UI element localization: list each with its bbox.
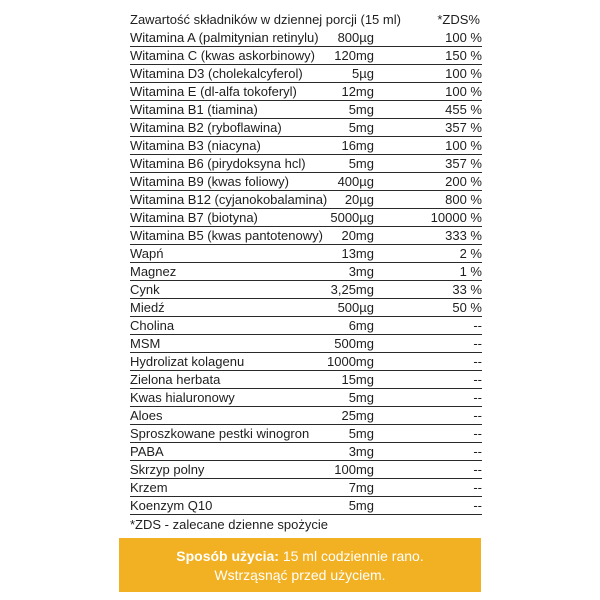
row-amount: 5mg <box>348 498 374 513</box>
row-name: Cynk <box>130 282 160 297</box>
table-row <box>130 29 482 47</box>
header-title: Zawartość składników w dziennej porcji (15 ml) <box>130 12 401 27</box>
row-name: Aloes <box>130 408 163 423</box>
row-amount: 5000µg <box>330 210 374 225</box>
row-name: Witamina E (dl-alfa tokoferyl) <box>130 84 297 99</box>
row-pct: -- <box>473 372 482 387</box>
row-pct: -- <box>473 498 482 513</box>
table-row <box>130 263 482 281</box>
row-pct: 100 % <box>445 66 482 81</box>
row-name: Witamina B12 (cyjanokobalamina) <box>130 192 328 207</box>
footnote: *ZDS - zalecane dzienne spożycie <box>130 517 328 532</box>
row-amount: 3,25mg <box>330 282 374 297</box>
table-row <box>130 65 482 83</box>
row-name: Witamina C (kwas askorbinowy) <box>130 48 315 63</box>
table-row <box>130 281 482 299</box>
row-pct: 357 % <box>445 156 482 171</box>
row-pct: -- <box>473 462 482 477</box>
row-name: Krzem <box>130 480 168 495</box>
table-row <box>130 155 482 173</box>
row-name: Koenzym Q10 <box>130 498 213 513</box>
table-row <box>130 47 482 65</box>
row-pct: 455 % <box>445 102 482 117</box>
row-name: Witamina B3 (niacyna) <box>130 138 261 153</box>
row-name: PABA <box>130 444 164 459</box>
row-pct: 33 % <box>452 282 482 297</box>
row-name: Witamina A (palmitynian retinylu) <box>130 30 319 45</box>
row-amount: 3mg <box>348 264 374 279</box>
row-name: Skrzyp polny <box>130 462 205 477</box>
row-pct: 100 % <box>445 30 482 45</box>
header-pct: *ZDS% <box>437 12 480 27</box>
row-amount: 400µg <box>337 174 374 189</box>
row-pct: -- <box>473 444 482 459</box>
row-pct: -- <box>473 426 482 441</box>
row-amount: 6mg <box>348 318 374 333</box>
usage-line-2: Wstrząsnąć przed użyciem. <box>214 567 386 583</box>
usage-line-1 <box>119 547 481 565</box>
row-amount: 120mg <box>334 48 374 63</box>
usage-banner <box>119 538 481 592</box>
table-rows <box>130 29 482 515</box>
table-row <box>130 137 482 155</box>
row-pct: 50 % <box>452 300 482 315</box>
row-pct: -- <box>473 336 482 351</box>
table-header <box>130 12 482 29</box>
row-name: Witamina B1 (tiamina) <box>130 102 258 117</box>
table-row <box>130 335 482 353</box>
row-pct: 800 % <box>445 192 482 207</box>
table-row <box>130 83 482 101</box>
nutrition-table <box>130 12 482 515</box>
row-amount: 20mg <box>341 228 374 243</box>
row-amount: 15mg <box>341 372 374 387</box>
table-row <box>130 299 482 317</box>
table-row <box>130 191 482 209</box>
usage-text-1: 15 ml codziennie rano. <box>278 548 424 564</box>
table-row <box>130 227 482 245</box>
row-amount: 20µg <box>344 192 374 207</box>
table-row <box>130 461 482 479</box>
table-row <box>130 119 482 137</box>
row-amount: 7mg <box>348 480 374 495</box>
row-amount: 500mg <box>334 336 374 351</box>
row-name: MSM <box>130 336 161 351</box>
row-pct: -- <box>473 354 482 369</box>
row-pct: -- <box>473 480 482 495</box>
table-row <box>130 317 482 335</box>
table-row <box>130 209 482 227</box>
row-pct: -- <box>473 408 482 423</box>
table-row <box>130 443 482 461</box>
row-amount: 12mg <box>341 84 374 99</box>
row-pct: 1 % <box>459 264 482 279</box>
row-name: Witamina B5 (kwas pantotenowy) <box>130 228 323 243</box>
row-pct: -- <box>473 390 482 405</box>
table-row <box>130 389 482 407</box>
row-pct: 200 % <box>445 174 482 189</box>
row-name: Zielona herbata <box>130 372 221 387</box>
row-name: Sproszkowane pestki winogron <box>130 426 310 441</box>
row-pct: 2 % <box>459 246 482 261</box>
row-amount: 5mg <box>348 120 374 135</box>
table-row <box>130 101 482 119</box>
row-pct: 10000 % <box>430 210 482 225</box>
row-amount: 5mg <box>348 390 374 405</box>
row-amount: 800µg <box>337 30 374 45</box>
row-name: Hydrolizat kolagenu <box>130 354 245 369</box>
row-amount: 1000mg <box>327 354 374 369</box>
row-amount: 25mg <box>341 408 374 423</box>
row-amount: 500µg <box>337 300 374 315</box>
row-amount: 100mg <box>334 462 374 477</box>
row-name: Cholina <box>130 318 175 333</box>
table-row <box>130 353 482 371</box>
row-amount: 13mg <box>341 246 374 261</box>
row-name: Miedź <box>130 300 165 315</box>
row-pct: 357 % <box>445 120 482 135</box>
row-name: Witamina D3 (cholekalcyferol) <box>130 66 303 81</box>
row-name: Kwas hialuronowy <box>130 390 235 405</box>
row-name: Wapń <box>130 246 164 261</box>
row-name: Witamina B6 (pirydoksyna hcl) <box>130 156 306 171</box>
row-amount: 5µg <box>352 66 374 81</box>
row-pct: 100 % <box>445 138 482 153</box>
row-amount: 5mg <box>348 426 374 441</box>
row-pct: 333 % <box>445 228 482 243</box>
row-pct: 150 % <box>445 48 482 63</box>
table-row <box>130 425 482 443</box>
table-row <box>130 173 482 191</box>
row-pct: 100 % <box>445 84 482 99</box>
row-name: Magnez <box>130 264 177 279</box>
row-pct: -- <box>473 318 482 333</box>
row-amount: 16mg <box>341 138 374 153</box>
row-amount: 3mg <box>348 444 374 459</box>
row-name: Witamina B2 (ryboflawina) <box>130 120 282 135</box>
table-row <box>130 407 482 425</box>
usage-label: Sposób użycia: <box>176 548 279 564</box>
table-row <box>130 497 482 515</box>
row-amount: 5mg <box>348 156 374 171</box>
table-row <box>130 245 482 263</box>
table-row <box>130 479 482 497</box>
row-name: Witamina B9 (kwas foliowy) <box>130 174 289 189</box>
row-name: Witamina B7 (biotyna) <box>130 210 258 225</box>
table-row <box>130 371 482 389</box>
row-amount: 5mg <box>348 102 374 117</box>
